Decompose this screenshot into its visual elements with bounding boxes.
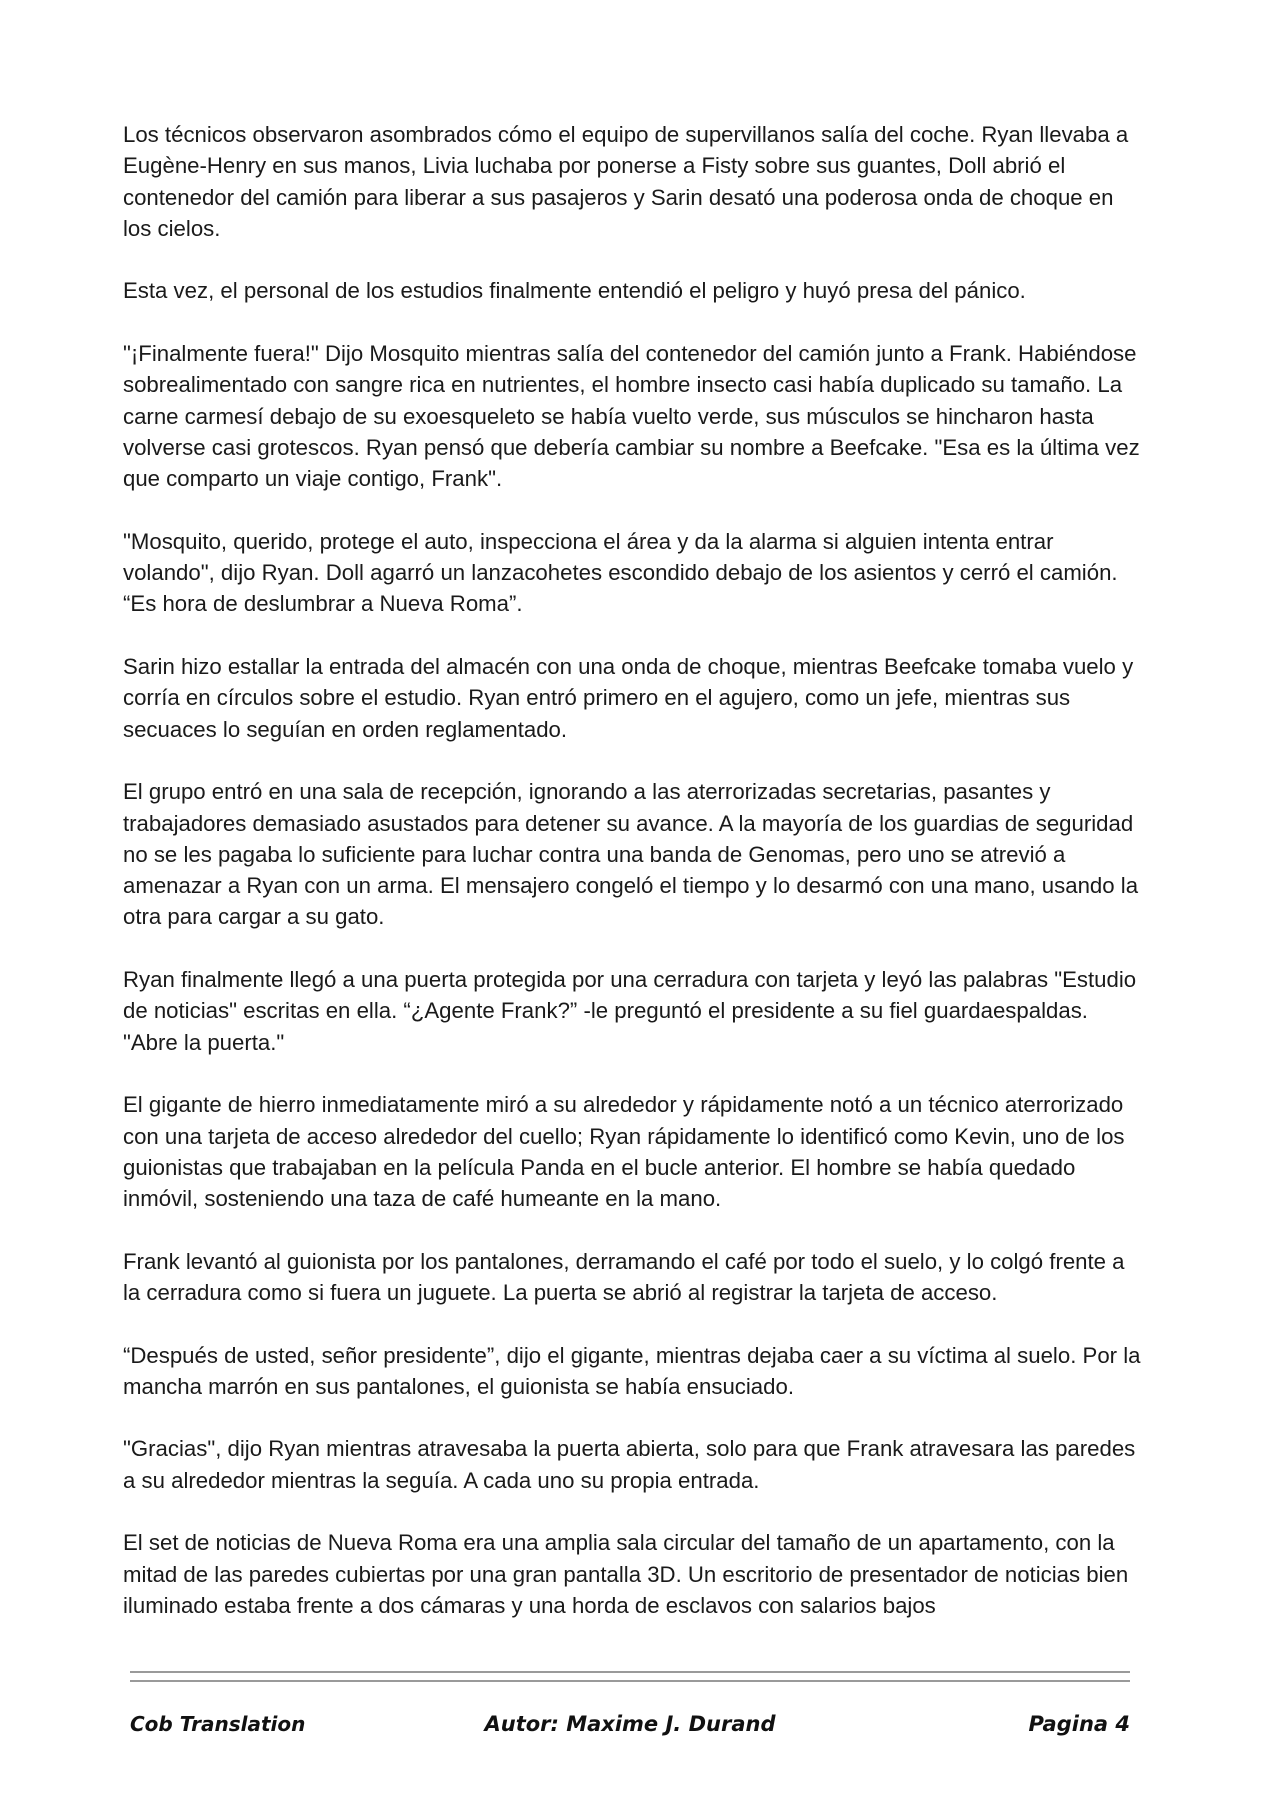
body-text xyxy=(123,119,1143,1653)
footer-translator: Cob Translation xyxy=(130,1712,306,1736)
paragraph-2: Esta vez, el personal de los estudios finalmente entendió el peligro y huyó presa del pánico. xyxy=(123,278,1026,304)
paragraph-4: "Mosquito, querido, protege el auto, inspecciona el área y da la alarma si alguien intenta entrar volando", dijo Ryan. Doll agarró un lanzacohetes escondido debajo de los asientos y cerró el camión. “Es hora de deslumbrar a Nueva Roma”. xyxy=(123,528,1118,617)
paragraph-7: Ryan finalmente llegó a una puerta protegida por una cerradura con tarjeta y leyó las palabras "Estudio de noticias" escritas en ella. “¿Agente Frank?” -le preguntó el presidente a su fiel guardaespaldas. "Abre la puerta." xyxy=(123,967,1137,1055)
paragraph-5: Sarin hizo estallar la entrada del almacén con una onda de choque, mientras Beefcake tomaba vuelo y corría en círculos sobre el estudio. Ryan entró primero en el agujero, como un jefe, mientras sus secuaces lo seguían en orden reglamentado. xyxy=(123,654,1134,742)
paragraph-12: El set de noticias de Nueva Roma era una amplia sala circular del tamaño de un apartamento, con la mitad de las paredes cubiertas por una gran pantalla 3D. Un escritorio de presentador de noticias bien iluminado estaba frente a dos cámaras y una horda de esclavos con salarios bajos xyxy=(123,1530,1129,1618)
footer-divider-bottom xyxy=(130,1680,1130,1682)
paragraph-6: El grupo entró en una sala de recepción, ignorando a las aterrorizadas secretarias, pasantes y trabajadores demasiado asustados para detener su avance. A la mayoría de los guardias de seguridad no se les pagaba lo suficiente para luchar contra una banda de Genomas, pero uno se atrevió a amenazar a Ryan con un arma. El mensajero congeló el tiempo y lo desarmó con una mano, usando la otra para cargar a su gato. xyxy=(123,779,1139,930)
footer-divider-top xyxy=(130,1671,1130,1673)
page-footer xyxy=(130,1712,1130,1748)
paragraph-8: El gigante de hierro inmediatamente miró a su alrededor y rápidamente notó a un técnico aterrorizado con una tarjeta de acceso alrededor del cuello; Ryan rápidamente lo identificó como Kevin, uno de los guionistas que trabajaban en la película Panda en el bucle anterior. El hombre se había quedado inmóvil, sosteniendo una taza de café humeante en la mano. xyxy=(123,1092,1125,1212)
paragraph-9: Frank levantó al guionista por los pantalones, derramando el café por todo el suelo, y lo colgó frente a la cerradura como si fuera un juguete. La puerta se abrió al registrar la tarjeta de acceso. xyxy=(123,1248,1125,1305)
footer-author: Autor: Maxime J. Durand xyxy=(484,1712,776,1736)
paragraph-11: "Gracias", dijo Ryan mientras atravesaba la puerta abierta, solo para que Frank atravesara las paredes a su alrededor mientras la seguía. A cada uno su propia entrada. xyxy=(123,1436,1136,1493)
paragraph-3: "¡Finalmente fuera!" Dijo Mosquito mientras salía del contenedor del camión junto a Frank. Habiéndose sobrealimentado con sangre rica en nutrientes, el hombre insecto casi había duplicado su tamaño. La carne carmesí debajo de su exoesqueleto se había vuelto verde, sus músculos se hincharon hasta volverse casi grotescos. Ryan pensó que debería cambiar su nombre a Beefcake. "Esa es la última vez que comparto un viaje contigo, Frank". xyxy=(123,341,1140,492)
paragraph-10: “Después de usted, señor presidente”, dijo el gigante, mientras dejaba caer a su víctima al suelo. Por la mancha marrón en sus pantalones, el guionista se había ensuciado. xyxy=(123,1342,1141,1399)
paragraph-1: Los técnicos observaron asombrados cómo el equipo de supervillanos salía del coche. Ryan llevaba a Eugène-Henry en sus manos, Livia luchaba por ponerse a Fisty sobre sus guantes, Doll abrió el contenedor del camión para liberar a sus pasajeros y Sarin desató una poderosa onda de choque en los cielos. xyxy=(123,122,1129,241)
footer-page-number: Pagina 4 xyxy=(1028,1712,1130,1736)
